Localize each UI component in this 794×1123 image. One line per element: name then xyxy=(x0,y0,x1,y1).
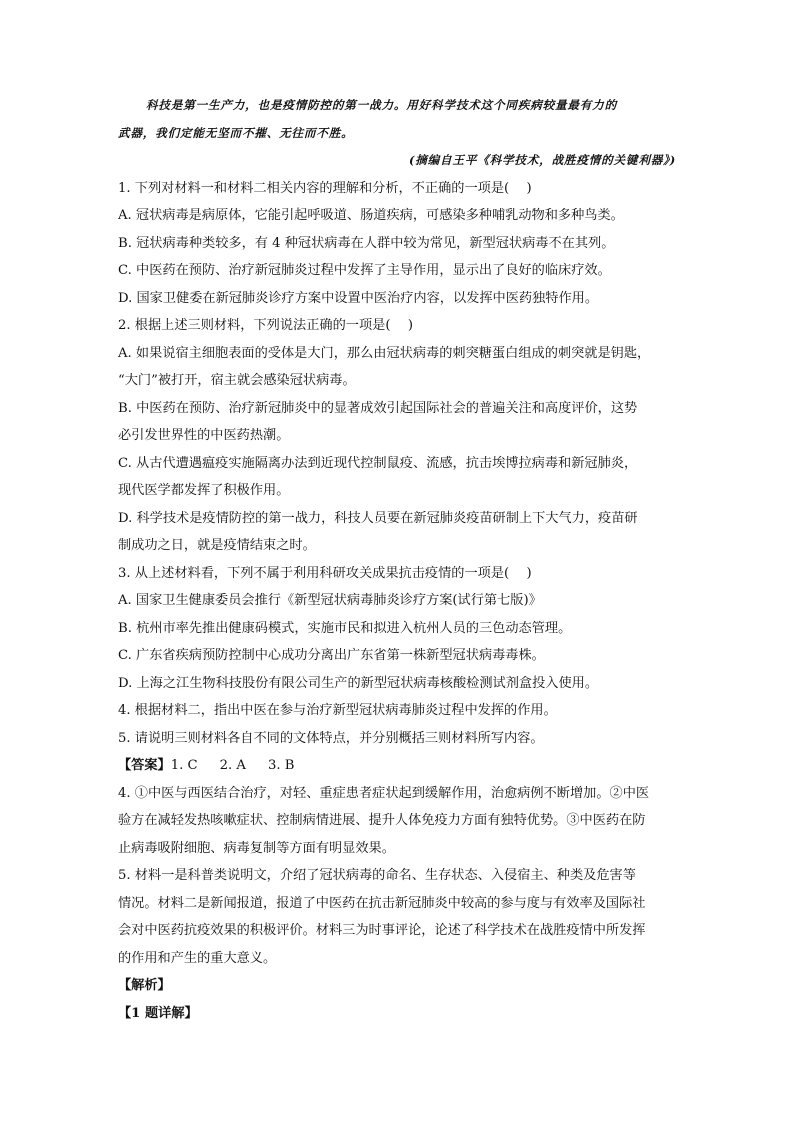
answer-row xyxy=(118,752,794,780)
question-2-option-d: D. 科学技术是疫情防控的第一战力，科技人员要在新冠肺炎疫苗研制上下大气力，疫苗研 xyxy=(118,510,638,526)
question-3-option-c: C. 广东省疾病预防控制中心成功分离出广东省第一株新型冠状病毒毒株。 xyxy=(118,648,545,663)
question-1-option-d: D. 国家卫健委在新冠肺炎诊疗方案中设置中医治疗内容，以发挥中医药独特作用。 xyxy=(118,290,599,306)
question-3-option-b: B. 杭州市率先推出健康码模式，实施市民和拟进入杭州人员的三色动态管理。 xyxy=(118,620,572,636)
answer-5-line-4: 的作用和产生的重大意义。 xyxy=(118,950,277,966)
question-2-option-a: A. 如果说宿主细胞表面的受体是大门，那么由冠状病毒的刺突糖蛋白组成的刺突就是钥匙， xyxy=(118,345,651,361)
question-2-option-a-cont: “大门”被打开，宿主就会感染冠状病毒。 xyxy=(118,373,356,388)
question-1-option-c: C. 中医药在预防、治疗新冠肺炎过程中发挥了主导作用，显示出了良好的临床疗效。 xyxy=(118,263,611,278)
question-1-option-b: B. 冠状病毒种类较多，有 4 种冠状病毒在人群中较为常见，新型冠状病毒不在其列。 xyxy=(118,235,615,251)
question-2-option-c-cont: 现代医学都发挥了积极作用。 xyxy=(118,483,290,498)
question-3-stem: 3. 从上述材料看，下列不属于利用科研攻关成果抗击疫情的一项是( ) xyxy=(118,565,532,581)
answer-5-line-3: 会对中医药抗疫效果的积极评价。材料三为时事评论，论述了科学技术在战胜疫情中所发挥 xyxy=(118,923,646,938)
question-1-option-a: A. 冠状病毒是病原体，它能引起呼吸道、肠道疾病，可感染多种哺乳动物和多种鸟类。 xyxy=(118,208,624,223)
answer-label: 【答案】 xyxy=(118,758,171,773)
quote-line-1: 科技是第一生产力，也是疫情防控的第一战力。用好科学技术这个同疾病较量最有力的 xyxy=(146,98,617,112)
question-3-option-d: D. 上海之江生物科技股份有限公司生产的新型冠状病毒核酸检测试剂盒投入使用。 xyxy=(118,675,599,691)
question-5-stem: 5. 请说明三则材料各自不同的文体特点，并分别概括三则材料所写内容。 xyxy=(118,730,544,746)
analysis-label: 【解析】 xyxy=(118,978,171,993)
answer-1: 1. C xyxy=(170,758,198,773)
question-2-option-b: B. 中医药在预防、治疗新冠肺炎中的显著成效引起国际社会的普遍关注和高度评价，这势 xyxy=(118,400,638,416)
answer-4-line-3: 止病毒吸附细胞、病毒复制等方面有明显效果。 xyxy=(118,840,395,856)
question-2-option-b-cont: 必引发世界性的中医药热潮。 xyxy=(118,428,290,443)
question-3-option-a: A. 国家卫生健康委员会推行《新型冠状病毒肺炎诊疗方案(试行第七版)》 xyxy=(118,593,542,608)
quote-source: (摘编自王平《科学技术，战胜疫情的关键利器》) xyxy=(408,153,676,167)
question-1-stem: 1. 下列对材料一和材料二相关内容的理解和分析，不正确的一项是( ) xyxy=(118,180,532,196)
answer-2: 2. A xyxy=(219,758,246,773)
answer-3: 3. B xyxy=(267,758,295,773)
question-2-stem: 2. 根据上述三则材料，下列说法正确的一项是( ) xyxy=(118,318,414,333)
question-2-option-c: C. 从古代遭遇瘟疫实施隔离办法到近现代控制鼠疫、流感，抗击埃博拉病毒和新冠肺炎， xyxy=(118,455,638,471)
question-2-option-d-cont: 制成功之日，就是疫情结束之时。 xyxy=(118,538,316,553)
answer-5-line-1: 5. 材料一是科普类说明文，介绍了冠状病毒的命名、生存状态、入侵宿主、种类及危害等 xyxy=(118,868,636,883)
question-4-stem: 4. 根据材料二，指出中医在参与治疗新型冠状病毒肺炎过程中发挥的作用。 xyxy=(118,703,557,718)
answer-5-line-2: 情况。材料二是新闻报道，报道了中医药在抗击新冠肺炎中较高的参与度与有效率及国际社 xyxy=(118,895,646,911)
answer-4-line-1: 4. ①中医与西医结合治疗，对轻、重症患者症状起到缓解作用，治愈病例不断增加。②中医 xyxy=(118,785,650,801)
answer-4-line-2: 验方在减轻发热咳嗽症状、控制病情进展、提升人体免疫力方面有独特优势。③中医药在防 xyxy=(118,813,646,828)
quote-line-2: 武器，我们定能无坚而不摧、无往而不胜。 xyxy=(118,125,354,140)
analysis-sub-label: 【1 题详解】 xyxy=(118,1005,198,1021)
